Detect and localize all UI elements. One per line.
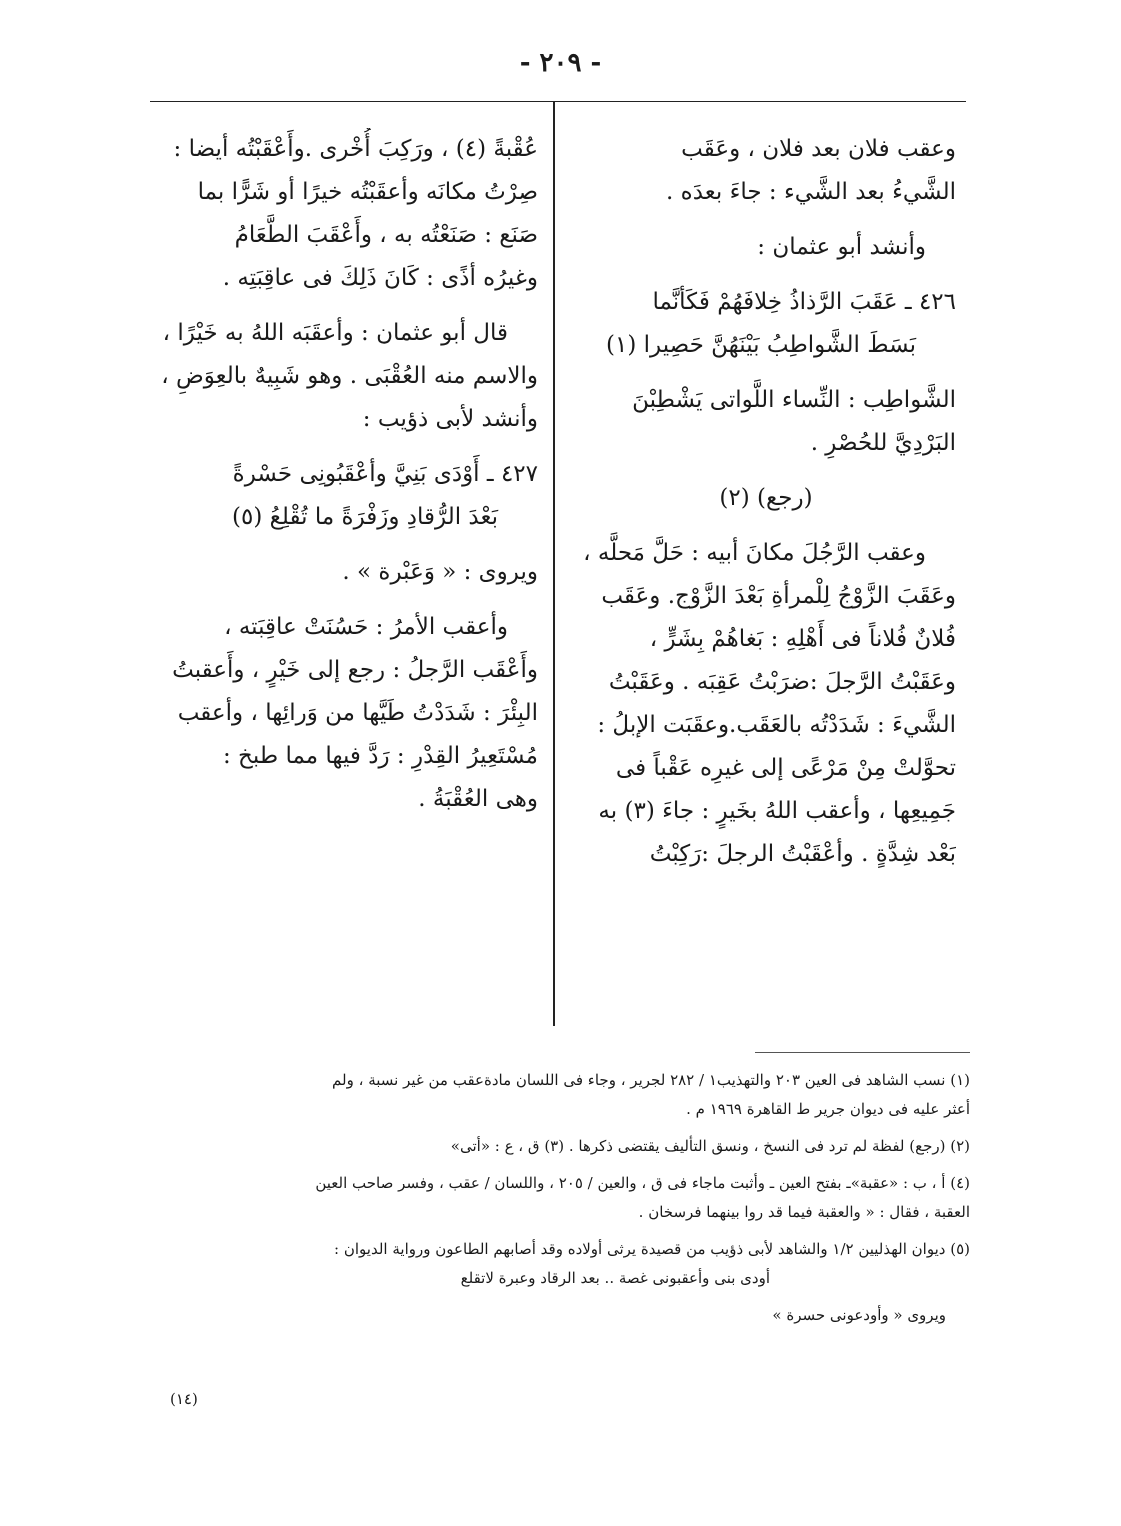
footnote-rule: [755, 1052, 970, 1053]
text-line: وعقب فلان بعد فلان ، وعَقَب: [681, 136, 956, 162]
footnote-line: (٤) أ ، ب : «عقبة»ـ بفتح العين ـ وأثبت ماجاء فى ق ، والعين / ٢٠٥ ، واللسان / عقب ، وفسر صاحب العين: [315, 1174, 970, 1192]
text-line: مُسْتَعِيرُ القِدْرِ : رَدَّ فيها مما طبخ :: [222, 743, 538, 769]
text-line: وهى العُقْبَةُ .: [418, 786, 538, 812]
text-line: فُلانٌ فُلاناً فى أَهْلِهِ : بَغاهُمْ بِشَرٍّ ،: [649, 626, 956, 652]
text-line: والاسم منه العُقْبَى . وهو شَبِيهٌ بالعِوَضِ ،: [161, 363, 538, 389]
footnote-line: ويروى « وأودعونى حسرة »: [772, 1306, 946, 1324]
text-line: وعَقَبَ الزَّوْجُ لِلْمرأةِ بَعْدَ الزَّوْج. وعَقَب: [601, 583, 956, 609]
header-rule: [150, 101, 966, 102]
left-column: [150, 128, 538, 821]
verse-line: ٤٢٦ ـ عَقَبَ الرَّذاذُ خِلافَهُمْ فَكَأنَّما: [652, 289, 956, 315]
text-line: وعقب الرَّجُلَ مكانَ أبيه : حَلَّ مَحلَّه ،: [583, 540, 926, 566]
text-line: عُقْبةً (٤) ، ورَكِبَ أُخْرى .وأَعْقَبْتُه أيضا :: [173, 136, 538, 162]
verse-line: بَعْدَ الرُّقادِ وزَفْرَةً ما تُقْلِعُ (٥): [232, 504, 498, 530]
verse-line: بَسَطَ الشَّواطِبُ بَيْنَهُنَّ حَصِيرا (١): [606, 332, 916, 358]
text-line: وأَعْقَب الرَّجلُ : رجع إلى خَيْرٍ ، وأَعقبتُ: [172, 657, 538, 683]
text-line: الشَّواطِب : النِّساء اللَّواتى يَشْطِبْنَ: [632, 387, 956, 413]
text-line: وأعقب الأمرُ : حَسُنَتْ عاقِبَته ،: [224, 614, 508, 640]
footnote-line: (٥) ديوان الهذليين ١/٢ والشاهد لأبى ذؤيب من قصيدة يرثى أولاده وقد أصابهم الطاعون ورواية الديوان :: [334, 1240, 970, 1258]
page-number: - ٢٠٩ -: [519, 48, 602, 78]
text-line: صِرْتُ مكانَه وأعقَبْتُه خيرًا أو شَرًّا بما: [197, 179, 538, 205]
text-line: تحوَّلتْ مِنْ مَرْعًى إلى غيرِه عَقْباً فى: [615, 755, 956, 781]
verse-line: ٤٢٧ ـ أَوْدَى بَنِيَّ وأعْقَبُونِى حَسْرةً: [232, 461, 538, 487]
footnote-line: (١) نسب الشاهد فى العين ٢٠٣ والتهذيب١ / ٢٨٢ لجرير ، وجاء فى اللسان مادةعقب من غير نسبة ، ولم: [332, 1071, 970, 1089]
text-line: البِئْرَ : شَدَدْتُ طَيَّها من وَرائِها ، وأعقب: [177, 700, 538, 726]
text-line: بَعْد شِدَّةٍ . وأعْقَبْتُ الرجلَ :رَكِبْتُ: [649, 841, 956, 867]
text-line: قال أبو عثمان : وأعقَبَه اللهُ به خَيْرًا ،: [162, 320, 508, 346]
text-line: وعَقَبْتُ الرَّجلَ :ضرَبْتُ عَقِبَه . وعَقَبْتُ: [608, 669, 956, 695]
text-line: وأنشد لأبى ذؤيب :: [362, 406, 538, 432]
right-column: [576, 128, 956, 876]
column-divider: [553, 101, 555, 1026]
text-line: البَرْدِيَّ للحُصْرِ .: [810, 430, 956, 456]
text-line: صَنَع : صَنَعْتُه به ، وأَعْقَبَ الطَّعَامُ: [234, 222, 538, 248]
text-line: ويروى : « وَعَبْرة » .: [342, 559, 538, 585]
section-marker: (رجع) (٢): [719, 485, 813, 511]
text-line: وأنشد أبو عثمان :: [757, 234, 926, 260]
footnote-line: العقبة ، فقال : « والعقبة فيما قد روا بينهما فرسخان .: [638, 1203, 970, 1221]
text-line: الشَّيءُ بعد الشَّيء : جاءَ بعدَه .: [666, 179, 956, 205]
footnote-line: أودى بنى وأعقبونى غصة .. بعد الرقاد وعبرة لاتقلع: [460, 1269, 770, 1287]
text-line: جَمِيعِها ، وأعقب اللهُ بخَيرٍ : جاءَ (٣) به: [598, 798, 956, 824]
text-line: الشَّيءَ : شَدَدْتُه بالعَقَب.وعقَبَت الإبلُ :: [597, 712, 956, 738]
footnotes: [150, 1066, 970, 1330]
text-line: وغيرُه أذًى : كَانَ ذَلِكَ فى عاقِبَتِه .: [222, 265, 538, 291]
footnote-line: (٢) (رجع) لفظة لم ترد فى النسخ ، ونسق التأليف يقتضى ذكرها . (٣) ق ، ع : «أتى»: [450, 1137, 970, 1155]
footnote-line: أعثر عليه فى ديوان جرير ط القاهرة ١٩٦٩ م .: [686, 1100, 970, 1118]
signature-mark: (١٤): [170, 1390, 198, 1408]
